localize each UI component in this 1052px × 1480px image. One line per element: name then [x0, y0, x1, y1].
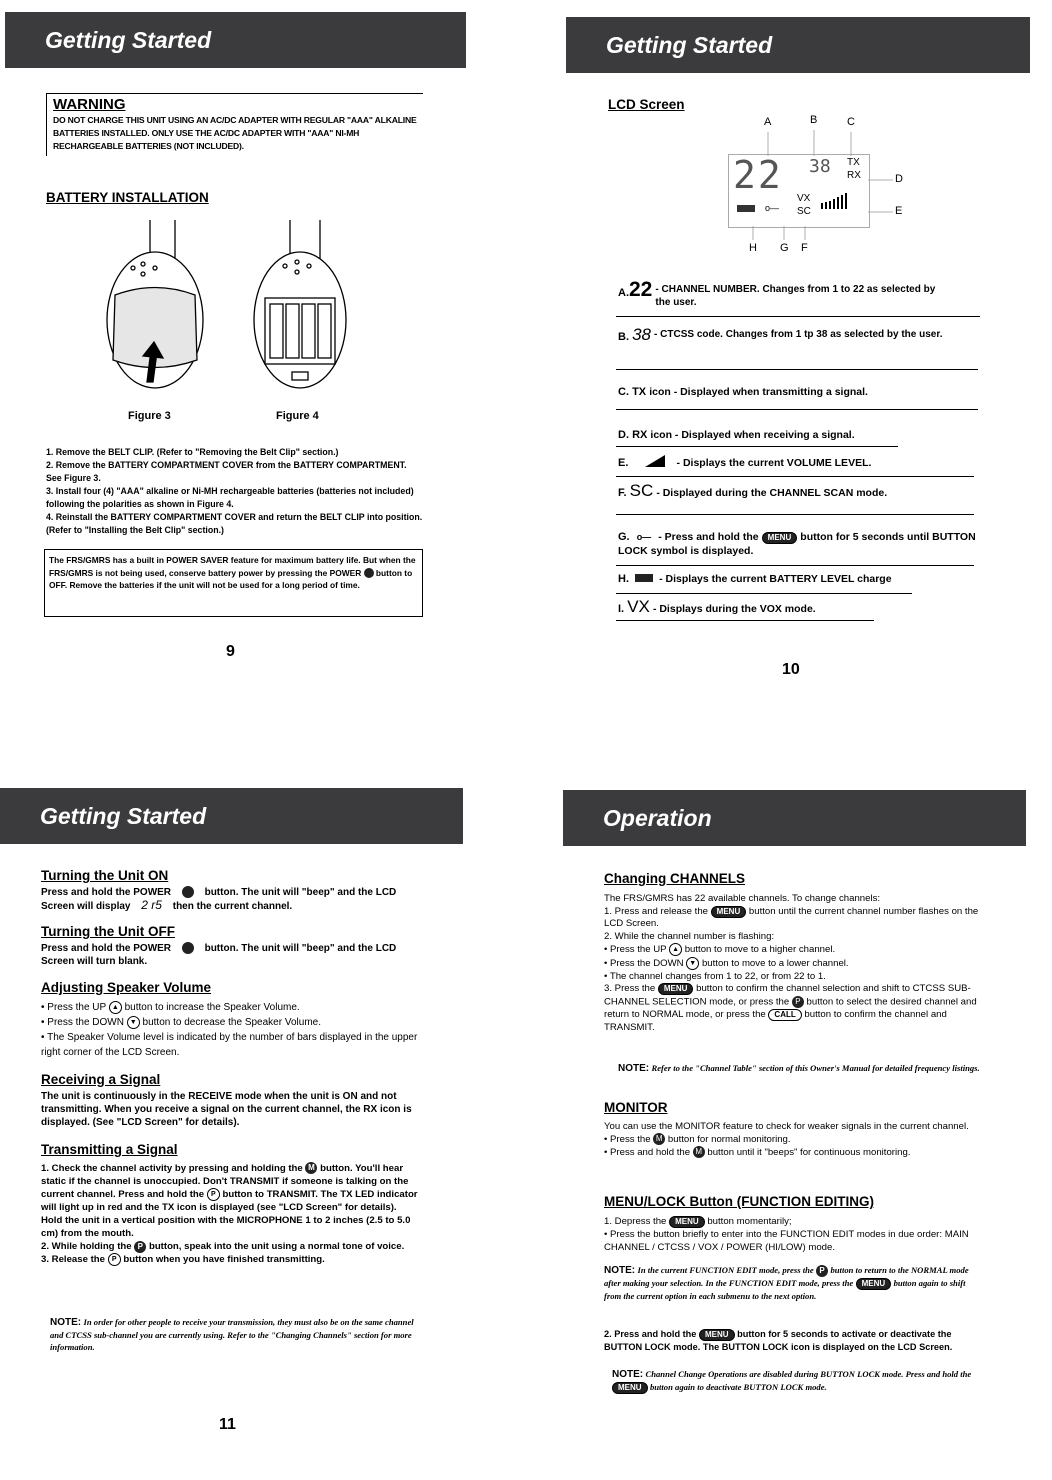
warning-title: WARNING [53, 96, 126, 113]
warning-box [46, 93, 423, 156]
page-number-9: 9 [226, 643, 235, 660]
item-rule [616, 369, 978, 370]
up-arrow-icon: ▲ [669, 943, 682, 956]
transmitting-title: Transmitting a Signal [41, 1142, 178, 1157]
lcd-vx: VX [797, 193, 811, 204]
receiving-text: The unit is continuously in the RECEIVE mode when the unit is ON and not transmitting. When you receive a signal on the current channel, the RX icon is displayed. (See "LCD Screen" for details). [41, 1091, 412, 1129]
battery-step: 3. Install four (4) "AAA" alkaline or Ni-MH rechargeable batteries (batteries not included) following the polarities as shown in Figure 4. [46, 486, 414, 509]
lcd-item-c: C. TX icon - Displayed when transmitting a signal. [618, 386, 868, 398]
lock-key-icon: o— [765, 203, 780, 213]
lcd-diagram [700, 112, 920, 262]
turning-off-title: Turning the Unit OFF [41, 924, 175, 939]
lcd-label-f: F [801, 242, 808, 254]
figure-3-caption: Figure 3 [128, 410, 171, 422]
figure-4-caption: Figure 4 [276, 410, 319, 422]
lcd-code-digits: 38 [809, 156, 831, 177]
lcd-label-g: G [780, 242, 789, 254]
menu-button-icon: MENU [612, 1382, 648, 1394]
lcd-item-e: E. - Displays the current VOLUME LEVEL. [618, 457, 872, 469]
call-button-icon: CALL [768, 1009, 801, 1021]
down-arrow-icon: ▼ [686, 957, 699, 970]
power-button-icon [182, 886, 194, 898]
ptt-button-icon: P [816, 1265, 828, 1277]
lcd-item-b: B. 38 - CTCSS code. Changes from 1 tp 38 as selected by the user. [618, 325, 943, 344]
page-10-header: Getting Started [566, 17, 1030, 73]
ptt-button-icon: P [108, 1253, 121, 1266]
power-saver-note [44, 549, 423, 617]
power-button-icon [182, 942, 194, 954]
figure-3-drawing [107, 220, 203, 388]
lcd-screen-title: LCD Screen [608, 97, 685, 112]
item-rule [616, 593, 912, 594]
item-rule [616, 316, 980, 317]
lcd-sc: SC [797, 206, 811, 217]
monitor-button-icon: M [693, 1146, 705, 1158]
lcd-item-i: I. VX - Displays during the VOX mode. [618, 597, 816, 616]
lcd-item-g: G. o— - Press and hold the MENU button for 5 seconds until BUTTON LOCK symbol is displayed. [618, 531, 976, 557]
receiving-title: Receiving a Signal [41, 1072, 161, 1087]
up-arrow-icon: ▲ [109, 1001, 122, 1014]
menu-lock-title: MENU/LOCK Button (FUNCTION EDITING) [604, 1194, 874, 1209]
ptt-button-icon: P [792, 996, 804, 1008]
lcd-item-d: D. RX icon - Displayed when receiving a signal. [618, 429, 855, 441]
battery-step: 1. Remove the BELT CLIP. (Refer to "Removing the Belt Clip" section.) [46, 447, 339, 457]
volume-level-icon [645, 455, 665, 467]
page-11-header: Getting Started [0, 788, 463, 844]
lcd-label-b: B [810, 114, 818, 126]
adjust-volume-title: Adjusting Speaker Volume [41, 980, 212, 995]
lcd-label-e: E [895, 205, 903, 217]
ptt-button-icon: P [134, 1241, 146, 1253]
battery-steps [46, 446, 424, 537]
battery-step: 2. Remove the BATTERY COMPARTMENT COVER from the BATTERY COMPARTMENT. See Figure 3. [46, 460, 407, 483]
item-rule [616, 620, 874, 621]
turning-on-title: Turning the Unit ON [41, 868, 169, 883]
lcd-label-a: A [764, 116, 772, 128]
ptt-button-icon: P [207, 1188, 220, 1201]
monitor-button-icon: M [653, 1133, 665, 1145]
page-12-header: Operation [563, 790, 1026, 846]
menu-button-icon: MENU [856, 1278, 892, 1290]
figure-4-drawing [254, 220, 346, 388]
page-9-header: Getting Started [5, 12, 466, 68]
lcd-label-d: D [895, 173, 903, 185]
lcd-item-h: H. - Displays the current BATTERY LEVEL charge [618, 573, 892, 585]
menu-button-icon: MENU [658, 983, 694, 995]
menu-button-icon: MENU [762, 532, 798, 544]
item-rule [616, 446, 898, 447]
menu-button-icon: MENU [711, 906, 747, 918]
item-rule [616, 514, 974, 515]
down-arrow-icon: ▼ [127, 1016, 140, 1029]
power-saver-text-b: button to OFF. Remove the batteries if the unit will not be used for a long period of time. [49, 567, 413, 590]
monitor-title: MONITOR [604, 1100, 668, 1115]
lcd-channel-digits: 22 [733, 153, 783, 197]
lock-key-icon: o— [636, 532, 652, 542]
lcd-rx: RX [847, 170, 861, 181]
lcd-tx: TX [847, 157, 860, 168]
power-button-icon [364, 568, 374, 578]
item-rule [616, 409, 978, 410]
battery-step: 4. Reinstall the BATTERY COMPARTMENT COVER and return the BELT CLIP into position. (Refer to "Installing the Belt Clip" section.) [46, 512, 423, 535]
changing-channels-title: Changing CHANNELS [604, 871, 745, 886]
menu-button-icon: MENU [669, 1216, 705, 1228]
battery-installation-title: BATTERY INSTALLATION [46, 190, 209, 205]
lcd-item-f: F. SC - Displayed during the CHANNEL SCAN mode. [618, 481, 888, 500]
lcd-item-a: A.22 - CHANNEL NUMBER. Changes from 1 to 22 as selected by the user. [618, 278, 936, 308]
page-number-11: 11 [219, 1416, 236, 1433]
item-rule [616, 565, 974, 566]
lcd-label-h: H [749, 242, 757, 254]
warning-text: DO NOT CHARGE THIS UNIT USING AN AC/DC ADAPTER WITH REGULAR "AAA" ALKALINE BATTERIES INSTALLED. ONLY USE THE AC/DC ADAPTER WITH "AAA" NI-MH RECHARGEABLE BATTERIES (NOT INCLUDED). [53, 115, 417, 151]
lcd-leader-lines [700, 112, 920, 262]
display-2r5: 2 r5 [141, 898, 162, 913]
battery-figures [95, 220, 355, 400]
monitor-button-icon: M [305, 1162, 317, 1174]
power-saver-text-a: The FRS/GMRS has a built in POWER SAVER feature for maximum battery life. But when the FRS/GMRS is not being used, conserve battery power by pressing the POWER [49, 555, 416, 578]
battery-level-icon [635, 574, 653, 582]
menu-button-icon: MENU [699, 1329, 735, 1341]
page-number-10: 10 [782, 661, 800, 678]
item-rule [616, 476, 974, 477]
lcd-label-c: C [847, 116, 855, 128]
